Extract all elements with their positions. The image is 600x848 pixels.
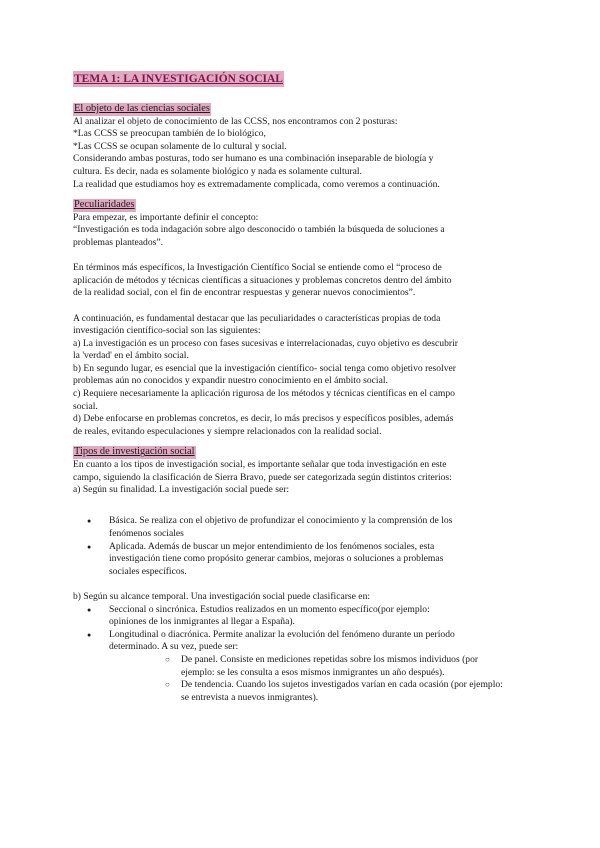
text-line: ● Básica. Se realiza con el objetivo de profundizar el conocimiento y la comprensión de los (109, 515, 453, 527)
section-heading-peculiaridades: Peculiaridades (74, 199, 135, 211)
text-line: campo, siguiendo la clasificación de Sierra Bravo, puede ser categorizada según distintos criterios: (73, 471, 452, 483)
section-heading-objeto: El objeto de las ciencias sociales (74, 103, 210, 114)
text-line: sociales específicos. (109, 565, 187, 577)
text-line: La realidad que estudiamos hoy es extremadamente complicada, como veremos a continuación. (73, 178, 440, 190)
text-line: la 'verdad' en el ámbito social. (73, 350, 189, 362)
list-alcance (73, 604, 560, 705)
text-line: de la realidad social, con el fin de encontrar respuestas y generar nuevos conocimientos”. (73, 287, 416, 299)
text-line: *Las CCSS se preocupan también de lo biológico, (73, 128, 266, 140)
text-line: ● Seccional o sincrónica. Estudios realizados en un momento específico(por ejemplo: (109, 603, 430, 615)
list-finalidad (73, 515, 560, 578)
text-line: Considerando ambas posturas, todo ser humano es una combinación inseparable de biología y (73, 153, 434, 165)
text-line: ● Aplicada. Además de buscar un mejor entendimiento de los fenómenos sociales, esta (109, 540, 435, 552)
text-line: a) Según su finalidad. La investigación social puede ser: (73, 484, 290, 496)
text-line: fenómenos sociales (109, 528, 184, 539)
list-item (73, 629, 560, 705)
list-longitudinal (109, 654, 560, 704)
text-line: d) Debe enfocarse en problemas concretos, es decir, lo más precisos y específicos posibles, además (73, 413, 454, 425)
text-line: ○ De tendencia. Cuando los sujetos investigados varían en cada ocasión (por ejemplo: (181, 679, 503, 691)
section-tipos (73, 446, 560, 704)
list-item (109, 654, 560, 679)
text-line: se entrevista a nuevos inmigrantes). (181, 691, 319, 703)
text-line: ejemplo: se les consulta a esos mismos inmigrantes un año después). (181, 666, 445, 678)
text-line: de reales, evitando especulaciones y siempre relacionados con la realidad social. (73, 425, 382, 437)
text-line: “Investigación es toda indagación sobre algo desconocido o también la búsqueda de soluciones a (73, 224, 445, 236)
section-objeto (73, 103, 560, 191)
text-line: determinado. A su vez, puede ser: (109, 641, 239, 653)
section-heading-tipos: Tipos de investigación social (74, 446, 195, 458)
text-line: problemas aún no conocidos y expandir nuestro conocimiento en el ámbito social. (73, 375, 388, 387)
text-line: En términos más específicos, la Investigación Científico Social se entiende como el “proceso de (73, 262, 442, 274)
text-line: c) Requiere necesariamente la aplicación rigurosa de los métodos y técnicas científicas en el campo (73, 388, 455, 400)
text-line: investigación científico-social son las siguientes: (73, 325, 261, 337)
text-line: A continuación, es fundamental destacar que las peculiaridades o características propias de toda (73, 312, 441, 324)
text-line: ● Longitudinal o diacrónica. Permite analizar la evolución del fenómeno durante un período (109, 628, 455, 640)
list-item (73, 541, 560, 579)
list-item (109, 679, 560, 704)
text-line: aplicación de métodos y técnicas científicas a situaciones y problemas concretos dentro del ámbito (73, 274, 452, 286)
list-item (73, 604, 560, 629)
section-peculiaridades (73, 199, 560, 438)
text-line: *Las CCSS se ocupan solamente de lo cultural y social. (73, 140, 287, 152)
text-line: ○ De panel. Consiste en mediciones repetidas sobre los mismos individuos (por (181, 653, 479, 665)
text-line: Al analizar el objeto de conocimiento de las CCSS, nos encontramos con 2 posturas: (73, 115, 398, 127)
text-line: a) La investigación es un proceso con fases sucesivas e interrelacionadas, cuyo objetivo es descubrir (73, 337, 458, 349)
text-line: cultura. Es decir, nada es solamente biológico y nada es solamente cultural. (73, 165, 362, 177)
document-title: TEMA 1: LA INVESTIGACIÓN SOCIAL (74, 73, 283, 85)
text-line: b) En segundo lugar, es esencial que la investigación científico- social tenga como objetivo resolver (73, 362, 456, 374)
list-item (73, 515, 560, 540)
text-line: opiniones de los inmigrantes al llegar a España). (109, 616, 295, 628)
text-line: Para empezar, es importante definir el concepto: (73, 211, 259, 223)
text-line: En cuanto a los tipos de investigación social, es importante señalar que toda investigación en este (73, 459, 447, 471)
text-line: b) Según su alcance temporal. Una investigación social puede clasificarse en: (73, 590, 371, 602)
text-line: problemas planteados”. (73, 236, 164, 248)
text-line: investigación tiene como propósito generar cambios, mejoras o soluciones a problemas (109, 553, 444, 565)
text-line: social. (73, 400, 98, 412)
